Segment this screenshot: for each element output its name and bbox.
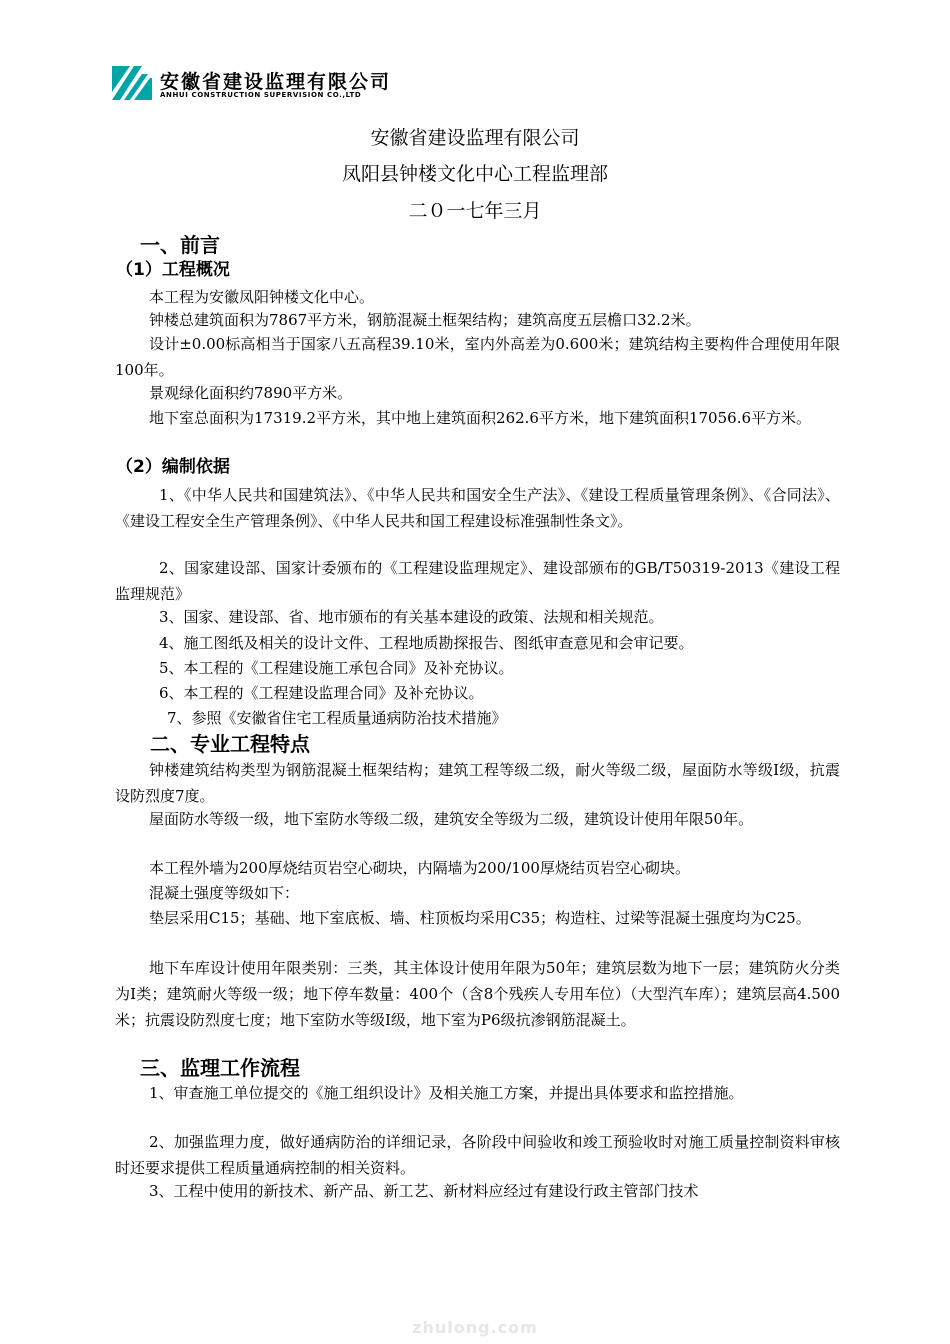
logo-company-name: 安徽省建设监理有限公司 (160, 71, 392, 93)
paragraph: 2、加强监理力度，做好通病防治的详细记录，各阶段中间验收和竣工预验收时对施工质量控制资料审核时还要求提供工程质量通病控制的相关资料。 (115, 1133, 840, 1177)
paragraph: 地下车库设计使用年限类别：三类，其主体设计使用年限为50年；建筑层数为地下一层；建筑防火分类为Ⅰ类；建筑耐火等级一级；地下停车数量：400个（含8个残疾人专用车位）（大型汽车库）；建筑层高4.500米；抗震设防烈度七度；地下室防水等级Ⅰ级，地下室为P6级抗渗钢筋混凝土。 (115, 959, 840, 1029)
paragraph: 本工程外墙为200厚烧结页岩空心砌块，内隔墙为200/100厚烧结页岩空心砌块。 (149, 859, 690, 877)
paragraph: 垫层采用C15；基础、地下室底板、墙、柱顶板均采用C35；构造柱、过梁等混凝土强度均为C25。 (149, 909, 811, 927)
list-item: 4、施工图纸及相关的设计文件、工程地质勘探报告、图纸审查意见和会审记要。 (159, 634, 694, 652)
subsection-1-heading: （1）工程概况 (116, 260, 230, 280)
cover-company: 安徽省建设监理有限公司 (370, 127, 580, 149)
logo-mark-icon (112, 66, 152, 100)
subsection-2-heading: （2）编制依据 (116, 457, 230, 477)
paragraph: 景观绿化面积约7890平方米。 (149, 384, 353, 402)
section-2-heading: 二、专业工程特点 (150, 732, 310, 756)
paragraph: 1、审查施工单位提交的《施工组织设计》及相关施工方案，并提出具体要求和监控措施。 (149, 1084, 744, 1102)
paragraph: 钟楼总建筑面积为7867平方米，钢筋混凝土框架结构；建筑高度五层檐口32.2米。 (149, 311, 701, 329)
cover-date: 二０一七年三月 (408, 200, 542, 222)
section-3-heading: 三、监理工作流程 (140, 1056, 300, 1080)
list-item: 5、本工程的《工程建设施工承包合同》及补充协议。 (159, 659, 514, 677)
paragraph: 本工程为安徽凤阳钟楼文化中心。 (149, 288, 375, 306)
logo-company-english: ANHUI CONSTRUCTION SUPERVISION CO.,LTD (160, 91, 362, 99)
paragraph: 3、工程中使用的新技术、新产品、新工艺、新材料应经过有建设行政主管部门技术 (149, 1182, 699, 1200)
paragraph: 屋面防水等级一级，地下室防水等级二级，建筑安全等级为二级，建筑设计使用年限50年。 (149, 810, 754, 828)
list-item: 1、《中华人民共和国建筑法》、《中华人民共和国安全生产法》、《建设工程质量管理条例》、《合同法》、《建设工程安全生产管理条例》、《中华人民共和国工程建设标准强制性条文》。 (115, 486, 840, 530)
list-item: 7、参照《安徽省住宅工程质量通病防治技术措施》 (167, 709, 507, 727)
paragraph: 钟楼建筑结构类型为钢筋混凝土框架结构；建筑工程等级二级，耐火等级二级，屋面防水等级Ⅰ级，抗震设防烈度7度。 (115, 761, 840, 805)
section-1-heading: 一、前言 (140, 233, 220, 257)
paragraph: 设计±0.00标高相当于国家八五高程39.10米，室内外高差为0.600米；建筑结构主要构件合理使用年限100年。 (115, 335, 840, 379)
list-item: 2、国家建设部、国家计委颁布的《工程建设监理规定》、建设部颁布的GB/T50319-2013《建设工程监理规范》 (115, 559, 840, 603)
list-item: 6、本工程的《工程建设监理合同》及补充协议。 (159, 684, 484, 702)
cover-department: 凤阳县钟楼文化中心工程监理部 (341, 163, 608, 185)
paragraph: 地下室总面积为17319.2平方米，其中地上建筑面积262.6平方米，地下建筑面积17056.6平方米。 (149, 409, 812, 427)
watermark: zhulong.com (412, 1318, 538, 1337)
paragraph: 混凝土强度等级如下： (149, 884, 300, 902)
company-logo (112, 66, 412, 104)
list-item: 3、国家、建设部、省、地市颁布的有关基本建设的政策、法规和相关规范。 (159, 608, 664, 626)
